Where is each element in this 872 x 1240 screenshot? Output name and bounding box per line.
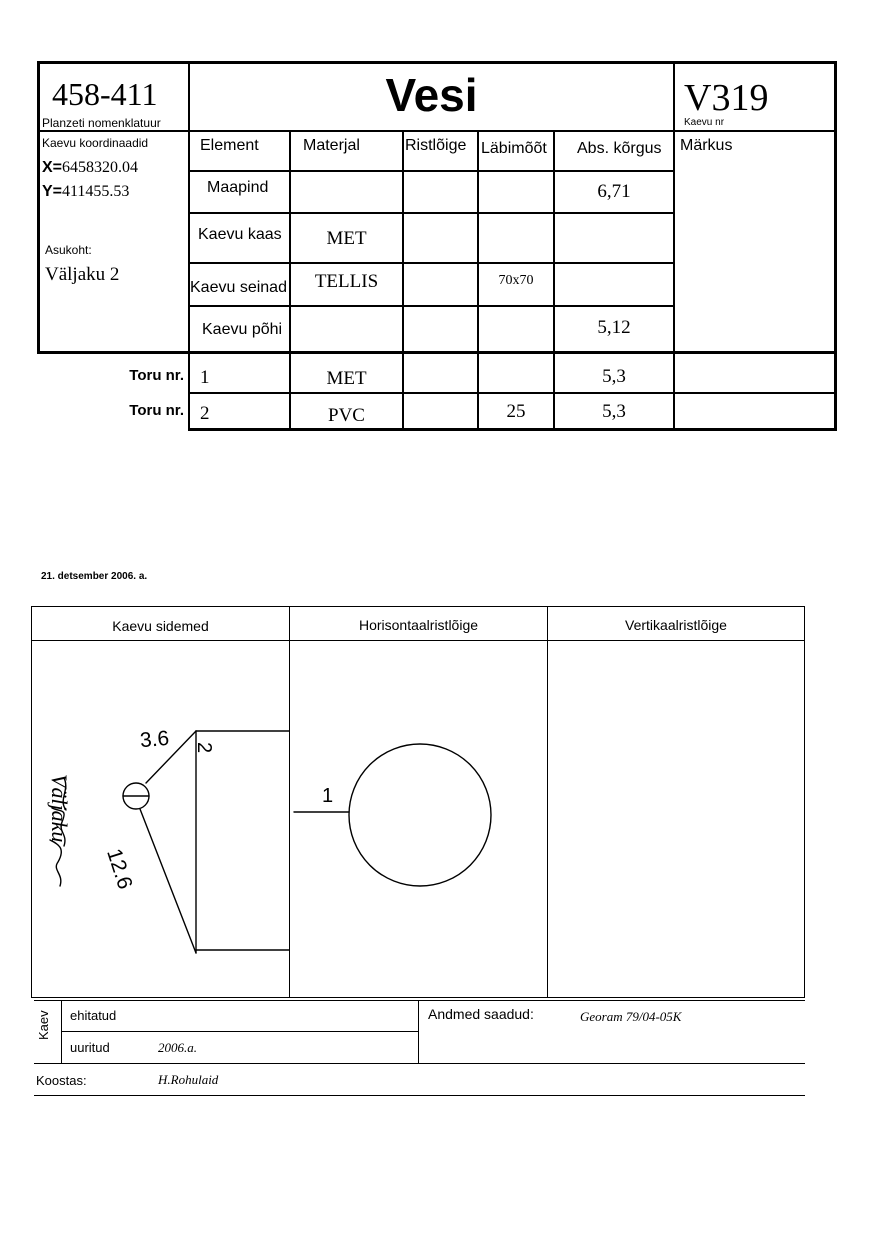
coordinate-x-value: 6458320.04: [62, 159, 139, 176]
document-date: 21. detsember 2006. a.: [41, 571, 148, 582]
pipe-1-height: 5,3: [602, 366, 626, 387]
col-header-material: Materjal: [303, 137, 360, 154]
row-walls-material: TELLIS: [314, 271, 379, 292]
author-value: H.Rohulaid: [158, 1072, 219, 1087]
page-title: Vesi: [385, 69, 478, 121]
row-walls-element: Kaevu seinad: [190, 279, 287, 296]
pipe-2-marker: 2: [193, 741, 216, 754]
dimension-bottom: 12.6: [102, 846, 137, 892]
location-label: Asukoht:: [45, 243, 92, 257]
pipe-1-marker: 1: [322, 785, 334, 807]
nomenclature-value: 458-411: [52, 76, 158, 112]
row-bottom-element: Kaevu põhi: [202, 321, 283, 338]
row-ground-height: 6,71: [597, 181, 631, 202]
row-bottom-height: 5,12: [597, 317, 631, 338]
location-value: Väljaku 2: [45, 264, 120, 285]
data-source-label: Andmed saadud:: [428, 1006, 534, 1022]
col-horizontal-title: Horisontaalristlõige: [358, 617, 479, 633]
pipe-2-number: 2: [200, 403, 210, 424]
street-name: Väljaku: [47, 774, 72, 843]
coordinate-y-value: 411455.53: [62, 183, 130, 200]
pipe-1-label: Toru nr.: [129, 367, 184, 384]
pipe-1-material: MET: [326, 368, 367, 389]
col-header-cross-section: Ristlõige: [405, 137, 467, 154]
pipe-1-number: 1: [200, 367, 210, 388]
coordinate-x-label: X=: [42, 159, 63, 176]
pipe-2-height: 5,3: [602, 401, 626, 422]
col-header-element: Element: [200, 137, 259, 154]
built-label: ehitatud: [70, 1008, 117, 1023]
row-cover-material: MET: [326, 228, 367, 249]
data-source-value: Georam 79/04-05K: [580, 1009, 682, 1024]
footer-side-label: Kaev: [36, 1010, 51, 1040]
col-header-abs-height: Abs. kõrgus: [577, 140, 662, 157]
row-ground-element: Maapind: [207, 179, 269, 196]
col-connections-title: Kaevu sidemed: [112, 618, 209, 634]
col-header-remark: Märkus: [680, 137, 733, 154]
coordinate-y-label: Y=: [42, 183, 63, 200]
nomenclature-label: Planzeti nomenklatuur: [42, 116, 161, 130]
row-walls-diameter: 70x70: [498, 273, 534, 288]
pipe-2-label: Toru nr.: [129, 402, 184, 419]
well-number-value: V319: [684, 77, 769, 119]
pipe-2-diameter: 25: [506, 401, 526, 422]
sketch-line-lower-diagonal: [140, 809, 196, 953]
col-header-diameter: Läbimõõt: [481, 140, 547, 157]
coordinates-label: Kaevu koordinaadid: [42, 136, 149, 150]
col-vertical-title: Vertikaalristlõige: [625, 617, 727, 633]
pipe-2-material: PVC: [328, 405, 365, 426]
dimension-top: 3.6: [139, 726, 171, 753]
horizontal-section-circle: [349, 744, 491, 886]
row-cover-element: Kaevu kaas: [198, 226, 282, 243]
surveyed-value: 2006.a.: [158, 1040, 197, 1055]
well-number-label: Kaevu nr: [684, 117, 725, 128]
surveyed-label: uuritud: [70, 1040, 110, 1055]
author-label: Koostas:: [36, 1073, 87, 1088]
